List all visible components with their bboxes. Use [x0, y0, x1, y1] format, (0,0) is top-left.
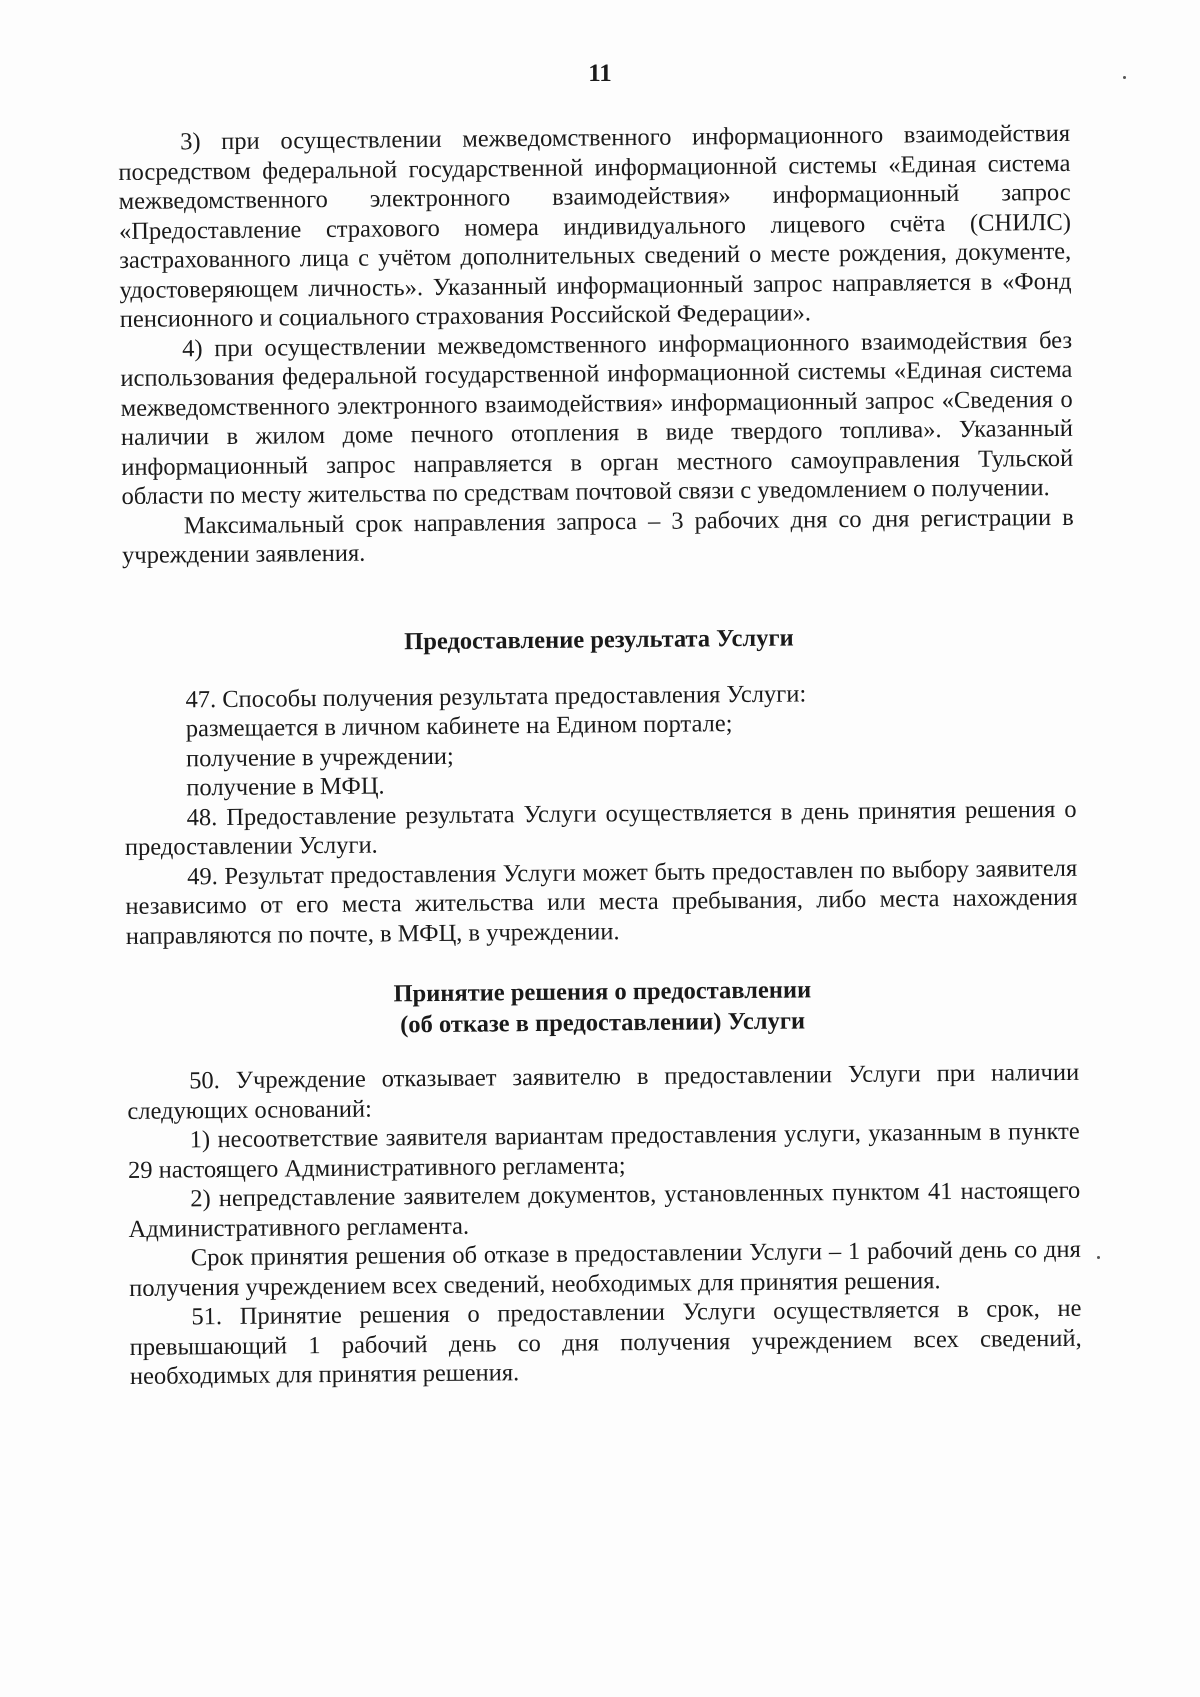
paragraph-item-51: 51. Принятие решения о предоставлении Услуги осуществляется в срок, не превышающий 1 рабочий день со дня получения учреждением всех сведений, необходимых для принятия решения.: [129, 1294, 1082, 1390]
section-heading-decision: [126, 972, 1079, 1043]
list-item-way: размещается в личном кабинете на Едином портале;: [185, 710, 733, 743]
list-item-way: получение в МФЦ.: [186, 772, 385, 802]
section-heading-result: Предоставление результата Услуги: [404, 624, 794, 655]
section-heading-decision-line1: Принятие решения о предоставлении: [393, 976, 812, 1008]
paragraph-item-50: 50. Учреждение отказывает заявителю в предоставлении Услуги при наличии следующих оснований:: [127, 1058, 1080, 1125]
paragraph-refusal-deadline: Срок принятия решения об отказе в предоставлении Услуги – 1 рабочий день со дня получения учреждением всех сведений, необходимых для принятия решения.: [129, 1235, 1081, 1302]
paragraph-item-47: 47. Способы получения результата предоставления Услуги:: [185, 679, 807, 713]
list-item-way: получение в учреждении;: [185, 742, 454, 772]
paragraph-item-49: 49. Результат предоставления Услуги может быть предоставлен по выбору заявителя независимо от его места жительства или места пребывания, либо места нахождения направляются по почте, в МФЦ, в учреждении.: [125, 854, 1078, 950]
scan-speck: [1123, 76, 1126, 79]
section-heading-decision-line2: (об отказе в предоставлении) Услуги: [400, 1007, 806, 1039]
paragraph-item-4: 4) при осуществлении межведомственного информационного взаимодействия без использования федеральной государственной информационной системы «Единая система межведомственного электронного взаимодействия» информационный запрос «Сведения о наличии в жилом доме печного отопления в виде твердого топлива». Указанный информационный запрос направляется в орган местного самоуправления Тульской области по месту жительства по средствам почтовой связи с уведомлением о получении.: [120, 326, 1074, 510]
page-number: 11: [588, 60, 612, 87]
scan-speck: [1097, 1256, 1100, 1259]
paragraph-reason-1: 1) несоответствие заявителя вариантам предоставления услуги, указанным в пункте 29 настоящего Административного регламента;: [127, 1117, 1080, 1184]
document-body: [118, 119, 1082, 1392]
paragraph-item-48: 48. Предоставление результата Услуги осуществляется в день принятия решения о предоставлении Услуги.: [124, 795, 1077, 861]
paragraph-reason-2: 2) непредставление заявителем документов, установленных пунктом 41 настоящего Административного регламента.: [128, 1176, 1081, 1243]
paragraph-item-3: 3) при осуществлении межведомственного информационного взаимодействия посредством федеральной государственной информационной системы «Единая система межведомственного электронного взаимодействия» информационный запрос «Предоставление страхового номера индивидуального лицевого счёта (СНИЛС) застрахованного лица с учётом дополнительных сведений о месте рождения, документе, удостоверяющем личность». Указанный информационный запрос направляется в «Фонд пенсионного и социального страхования Российской Федерации».: [118, 119, 1072, 333]
paragraph-request-deadline: Максимальный срок направления запроса – 3 рабочих дня со дня регистрации в учреждении заявления.: [121, 503, 1074, 569]
